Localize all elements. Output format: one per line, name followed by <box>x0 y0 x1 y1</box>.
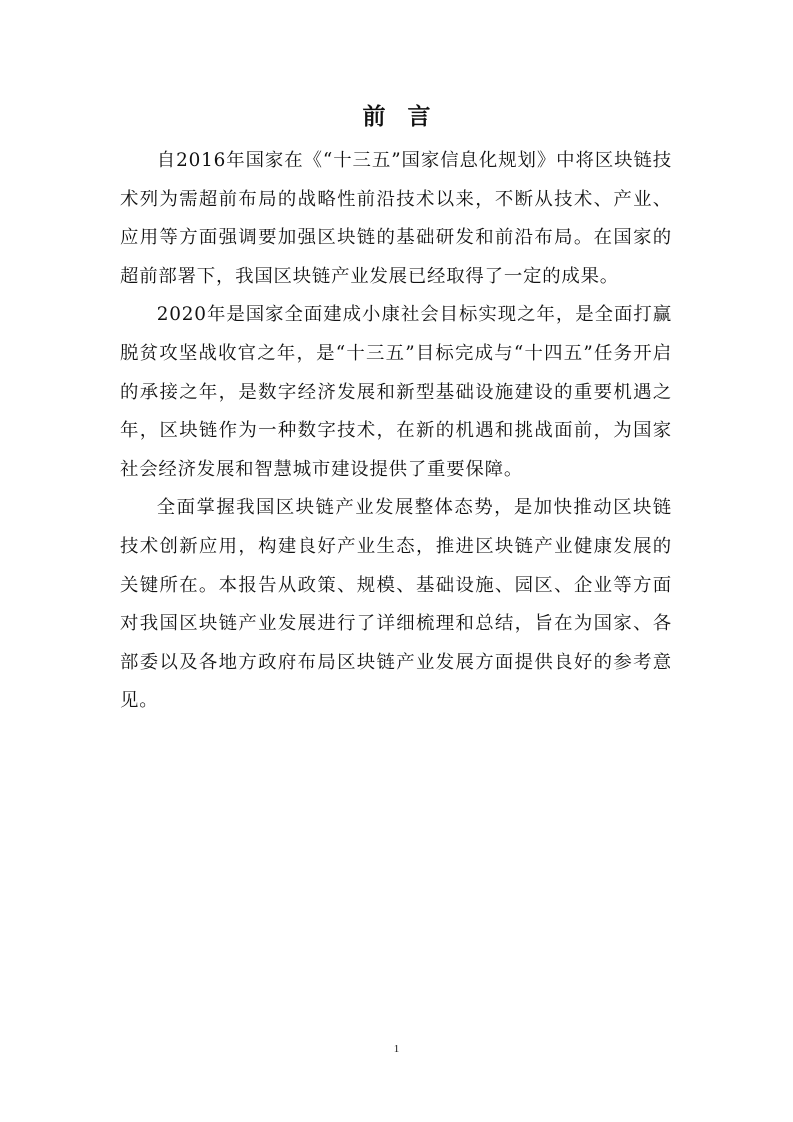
page-number: 1 <box>393 1043 400 1055</box>
paragraph-1: 自2016年国家在《“十三五”国家信息化规划》中将区块链技术列为需超前布局的战略性前沿技术以来，不断从技术、产业、应用等方面强调要加强区块链的基础研发和前沿布局。在国家的超前部署下，我国区块链产业发展已经取得了一定的成果。 <box>120 150 672 287</box>
paragraph-3: 全面掌握我国区块链产业发展整体态势，是加快推动区块链技术创新应用，构建良好产业生态，推进区块链产业健康发展的关键所在。本报告从政策、规模、基础设施、园区、企业等方面对我国区块链产业发展进行了详细梳理和总结，旨在为国家、各部委以及各地方政府布局区块链产业发展方面提供良好的参考意见。 <box>120 497 672 712</box>
page-title: 前言 <box>362 104 453 130</box>
document-body <box>120 142 672 721</box>
paragraph-2: 2020年是国家全面建成小康社会目标实现之年，是全面打赢脱贫攻坚战收官之年，是“十三五”目标完成与“十四五”任务开启的承接之年，是数字经济发展和新型基础设施建设的重要机遇之年，区块链作为一种数字技术，在新的机遇和挑战面前，为国家社会经济发展和智慧城市建设提供了重要保障。 <box>120 304 672 480</box>
